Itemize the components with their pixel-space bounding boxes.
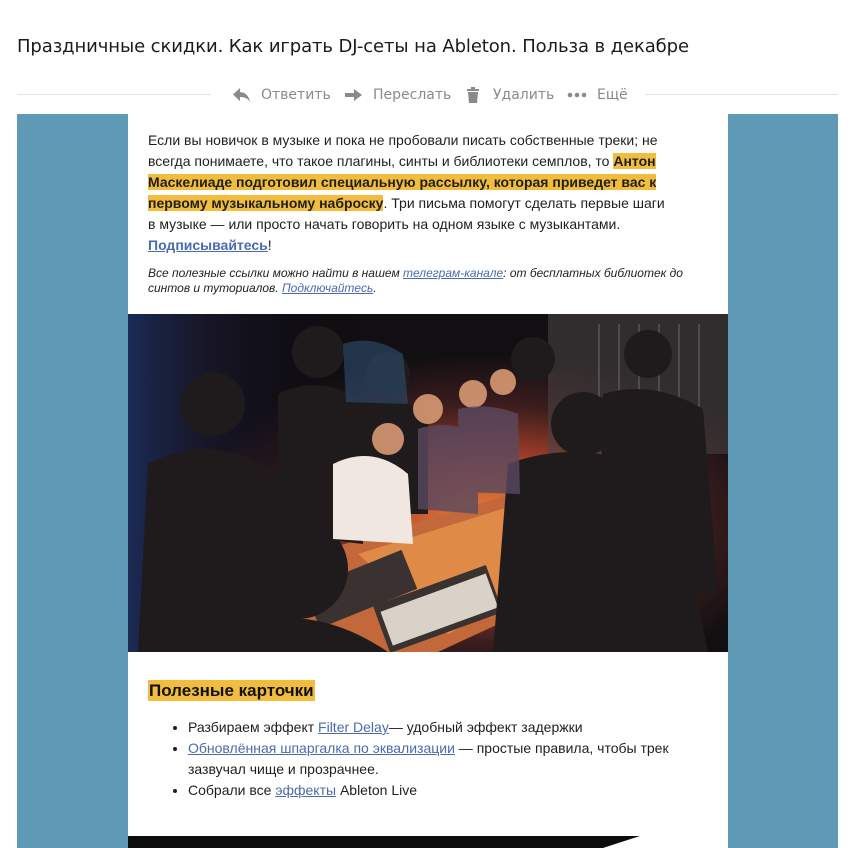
telegram-channel-link[interactable]: телеграм-канале — [403, 266, 504, 280]
note-text: Все полезные ссылки можно найти в нашем — [148, 266, 404, 280]
eq-cheatsheet-link[interactable]: Обновлённая шпаргалка по эквализации — [188, 740, 455, 756]
list-item-text: — простые правила, чтобы трек зазвучал чище и прозрачнее. — [188, 740, 669, 777]
delete-button[interactable] — [466, 84, 554, 106]
intro-paragraph — [148, 130, 673, 256]
event-photo — [128, 314, 728, 652]
list-item — [188, 717, 710, 738]
delete-label: Удалить — [493, 87, 555, 103]
trash-icon — [466, 87, 480, 103]
effects-link[interactable]: эффекты — [275, 782, 337, 798]
list-item-text: Собрали все — [188, 782, 276, 798]
forward-arrow-icon — [344, 87, 363, 103]
next-section-banner — [128, 834, 728, 848]
list-item-text: Ableton Live — [336, 782, 418, 798]
list-item — [188, 738, 710, 780]
useful-cards-list — [170, 717, 710, 801]
intro-text-continued: . Три письма помогут сделать первые шаги в музыке — или просто начать говорить на одном языке с музыкантами. — [148, 195, 665, 232]
reply-button[interactable] — [232, 84, 331, 106]
list-item-text: Разбираем эффект — [188, 719, 319, 735]
reply-label: Ответить — [261, 87, 331, 103]
forward-label: Переслать — [373, 87, 452, 103]
more-dots-icon — [567, 92, 587, 98]
toolbar-divider-right — [645, 94, 838, 95]
useful-cards-heading: Полезные карточки — [149, 681, 314, 700]
email-content-card — [128, 114, 728, 848]
note-end: . — [373, 281, 377, 295]
reply-arrow-icon — [232, 87, 251, 103]
list-item-text: — удобный эффект задержки — [388, 719, 583, 735]
email-body-frame — [17, 114, 838, 848]
more-label: Ещё — [597, 87, 628, 103]
filter-delay-link[interactable]: Filter Delay — [318, 719, 389, 735]
list-item — [188, 780, 710, 801]
toolbar-divider-left — [17, 94, 211, 95]
note-text-middle: : от бесплатных библиотек до синтов и туториалов. — [148, 266, 683, 295]
forward-button[interactable] — [344, 84, 451, 106]
subscribe-link[interactable]: Подписывайтесь — [148, 237, 268, 253]
email-subject: Праздничные скидки. Как играть DJ-сеты на Ableton. Польза в декабре — [17, 36, 689, 57]
more-button[interactable] — [567, 84, 628, 106]
connect-link[interactable]: Подключайтесь — [281, 281, 374, 295]
links-note — [148, 266, 698, 296]
intro-end: ! — [267, 237, 272, 253]
intro-text: Если вы новичок в музыке и пока не пробовали писать собственные треки; не всегда понимаете, что такое плагины, синты и библиотеки семплов, то — [148, 132, 658, 169]
intro-highlight: Антон Маскелиаде подготовил специальную рассылку, которая приведет вас к первому музыкальному наброску — [148, 153, 657, 211]
